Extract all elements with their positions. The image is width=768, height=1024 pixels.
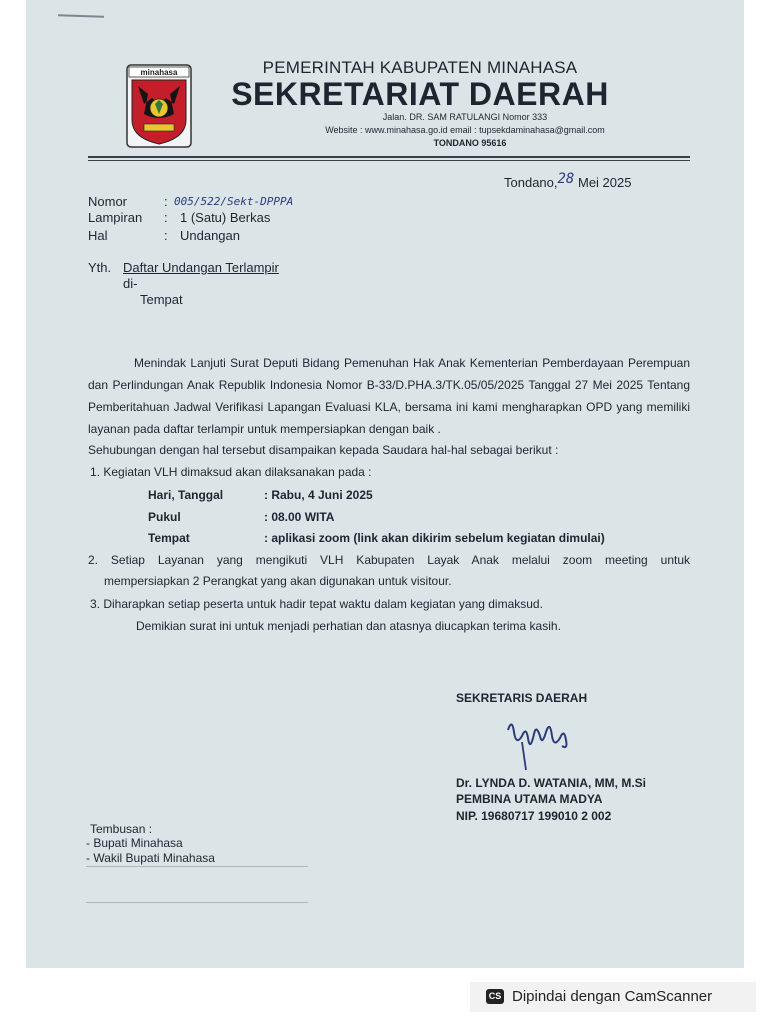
office-city-postal: TONDANO 95616 (433, 138, 507, 146)
signature-title: SEKRETARIS DAERAH (456, 691, 588, 705)
tembusan-item: - Wakil Bupati Minahasa (86, 851, 215, 865)
tembusan-item: - Bupati Minahasa (86, 836, 183, 850)
hal-label: Hal (88, 228, 108, 243)
recipient-name: Daftar Undangan Terlampir (123, 260, 279, 275)
detail-value-place: : aplikasi zoom (link akan dikirim sebelum kegiatan dimulai) (264, 531, 605, 545)
hal-colon: : (164, 228, 168, 243)
signature-rank: PEMBINA UTAMA MADYA (456, 792, 603, 806)
recipient-yth: Yth. (88, 260, 112, 275)
body-closing: Demikian surat ini untuk menjadi perhatian dan atasnya diucapkan terima kasih. (136, 619, 561, 633)
header-rule-thin (88, 160, 690, 161)
date-day-handwritten: 28 (557, 171, 575, 187)
date-place: Tondano, (504, 175, 558, 190)
nomor-label: Nomor (88, 194, 128, 209)
hal-value: Undangan (180, 228, 240, 243)
government-name: PEMERINTAH KABUPATEN MINAHASA (262, 58, 578, 77)
faded-line (86, 902, 308, 903)
nomor-value: 005/522/Sekt-DPPPA (174, 195, 294, 208)
body-item-1: 1. Kegiatan VLH dimaksud akan dilaksanakan pada : (90, 465, 372, 479)
letter-page (26, 0, 744, 968)
body-item-3: 3. Diharapkan setiap peserta untuk hadir tepat waktu dalam kegiatan yang dimaksud. (90, 597, 543, 611)
body-item-2: 2. Setiap Layanan yang mengikuti VLH Kabupaten Layak Anak melalui zoom meeting untuk (88, 553, 690, 567)
letter-date (504, 171, 632, 191)
office-name: SEKRETARIAT DAERAH (231, 76, 609, 112)
signature-name: Dr. LYNDA D. WATANIA, MM, M.Si (456, 776, 647, 790)
svg-text:minahasa: minahasa (140, 68, 178, 77)
office-contact: Website : www.minahasa.go.id email : tupsekdaminahasa@gmail.com (325, 125, 605, 135)
camscanner-text: Dipindai dengan CamScanner (512, 988, 713, 1005)
pen-mark (58, 14, 104, 18)
lampiran-label: Lampiran (88, 210, 143, 225)
date-month-year: Mei 2025 (577, 175, 632, 190)
recipient-di: di- (123, 276, 138, 291)
nomor-colon: : (164, 194, 168, 209)
tembusan-label: Tembusan : (90, 822, 153, 836)
detail-value-time: : 08.00 WITA (264, 510, 335, 524)
camscanner-badge (470, 982, 756, 1012)
lampiran-colon: : (164, 210, 168, 225)
recipient-tempat: Tempat (140, 292, 183, 307)
body-intro-paragraph: Menindak Lanjuti Surat Deputi Bidang Pemenuhan Hak Anak Kementerian Pemberdayaan Perempuan dan Perlindungan Anak Republik Indonesia Nomor B-33/D.PHA.3/TK.05/05/2025 Tanggal 27 Mei 2025 Tentang Pemberitahuan Jadwal Verifikasi Lapangan Evaluasi KLA, bersama ini kami mengharapkan OPD yang memiliki layanan pada daftar terlampir untuk mempersiapkan dengan baik . (88, 356, 690, 436)
detail-label-place: Tempat (148, 531, 190, 545)
handwritten-signature (504, 712, 574, 772)
body-connector: Sehubungan dengan hal tersebut disampaikan kepada Saudara hal-hal sebagai berikut : (88, 443, 559, 457)
faded-line (86, 866, 308, 867)
signature-nip: NIP. 19680717 199010 2 002 (456, 809, 612, 823)
lampiran-value: 1 (Satu) Berkas (180, 210, 271, 225)
detail-label-time: Pukul (148, 510, 181, 524)
detail-label-date: Hari, Tanggal (148, 488, 224, 502)
camscanner-logo-icon: CS (486, 989, 504, 1004)
office-address: Jalan. DR. SAM RATULANGI Nomor 333 (382, 112, 548, 122)
body-item-2-continued: mempersiapkan 2 Perangkat yang akan digunakan untuk visitour. (104, 574, 452, 588)
header-rule (88, 156, 690, 158)
detail-value-date: : Rabu, 4 Juni 2025 (264, 488, 373, 502)
